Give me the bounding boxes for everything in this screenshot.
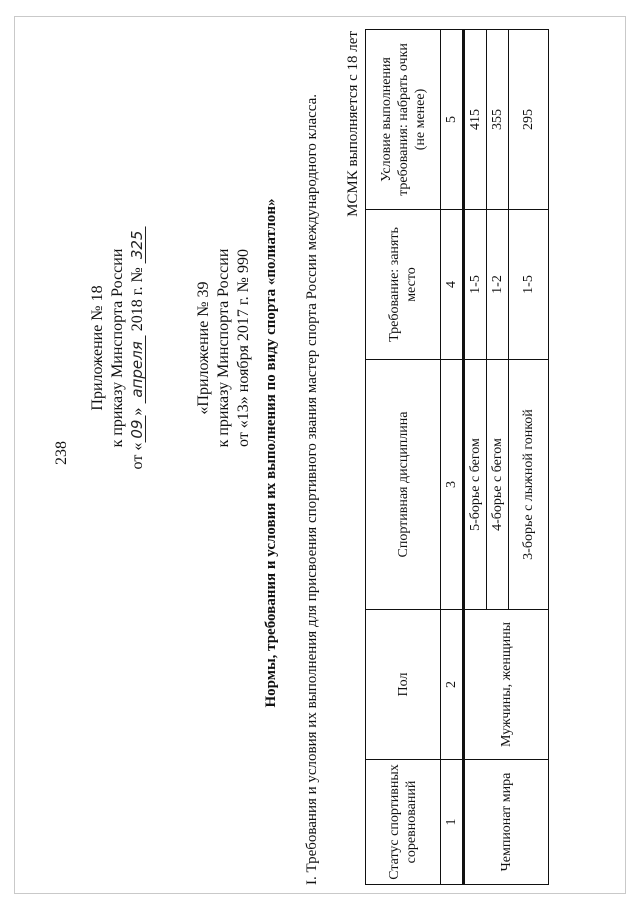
cell-discipline-2: 4-борье с бегом [487,360,509,610]
header-discipline: Спортивная дисциплина [366,360,441,610]
header-place: Требование: занять место [366,210,441,360]
appendix-old-line2: к приказу Минспорта России [215,248,232,448]
norms-table [365,29,549,885]
header-sex: Пол [366,610,441,760]
appendix-old [194,249,254,448]
cell-sex: Мужчины, женщины [464,610,549,760]
table-number-row [441,30,464,885]
appendix-new-line1: Приложение № 18 [89,285,106,411]
cell-points-1: 415 [464,30,487,210]
cell-discipline-1: 5-борье с бегом [464,360,487,610]
appendix-old-line1: «Приложение № 39 [195,281,212,415]
cell-place-3: 1-5 [509,210,549,360]
age-note: МСМК выполняется с 18 лет [345,31,361,217]
appendix-new-date [128,227,148,470]
appendix-old-line3: от «13» ноября 2017 г. № 990 [235,249,252,447]
cell-place-2: 1-2 [487,210,509,360]
col-number-3: 3 [441,360,464,610]
table-header-row [366,30,441,885]
appendix-new-line2: к приказу Минспорта России [109,248,126,448]
section-intro: I. Требования и условия их выполнения для присвоения спортивного звания мастер спорта России международного класса. [304,93,320,885]
date-number-handwritten: 325 [129,227,146,264]
appendix-new [88,227,148,470]
cell-points-2: 355 [487,30,509,210]
cell-status: Чемпионат мира [464,760,549,885]
col-number-1: 1 [441,760,464,885]
date-day-handwritten: 09 [129,416,146,443]
cell-points-3: 295 [509,30,549,210]
col-number-4: 4 [441,210,464,360]
col-number-5: 5 [441,30,464,210]
table-row [464,30,487,885]
rotated-page [15,13,625,893]
page-number: 238 [53,441,70,465]
col-number-2: 2 [441,610,464,760]
cell-discipline-3: 3-борье с лыжной гонкой [509,360,549,610]
header-points: Условие выполнения требования: набрать очки (не менее) [366,30,441,210]
document-title: Нормы, требования и условия их выполнения по виду спорта «полиатлон» [263,198,279,708]
date-year: 2018 г. № [129,267,146,332]
date-month-handwritten: апреля [129,335,146,403]
cell-place-1: 1-5 [464,210,487,360]
date-mid: » [129,407,146,416]
date-prefix: от « [129,442,146,470]
header-status: Статус спортивных соревнований [366,760,441,885]
